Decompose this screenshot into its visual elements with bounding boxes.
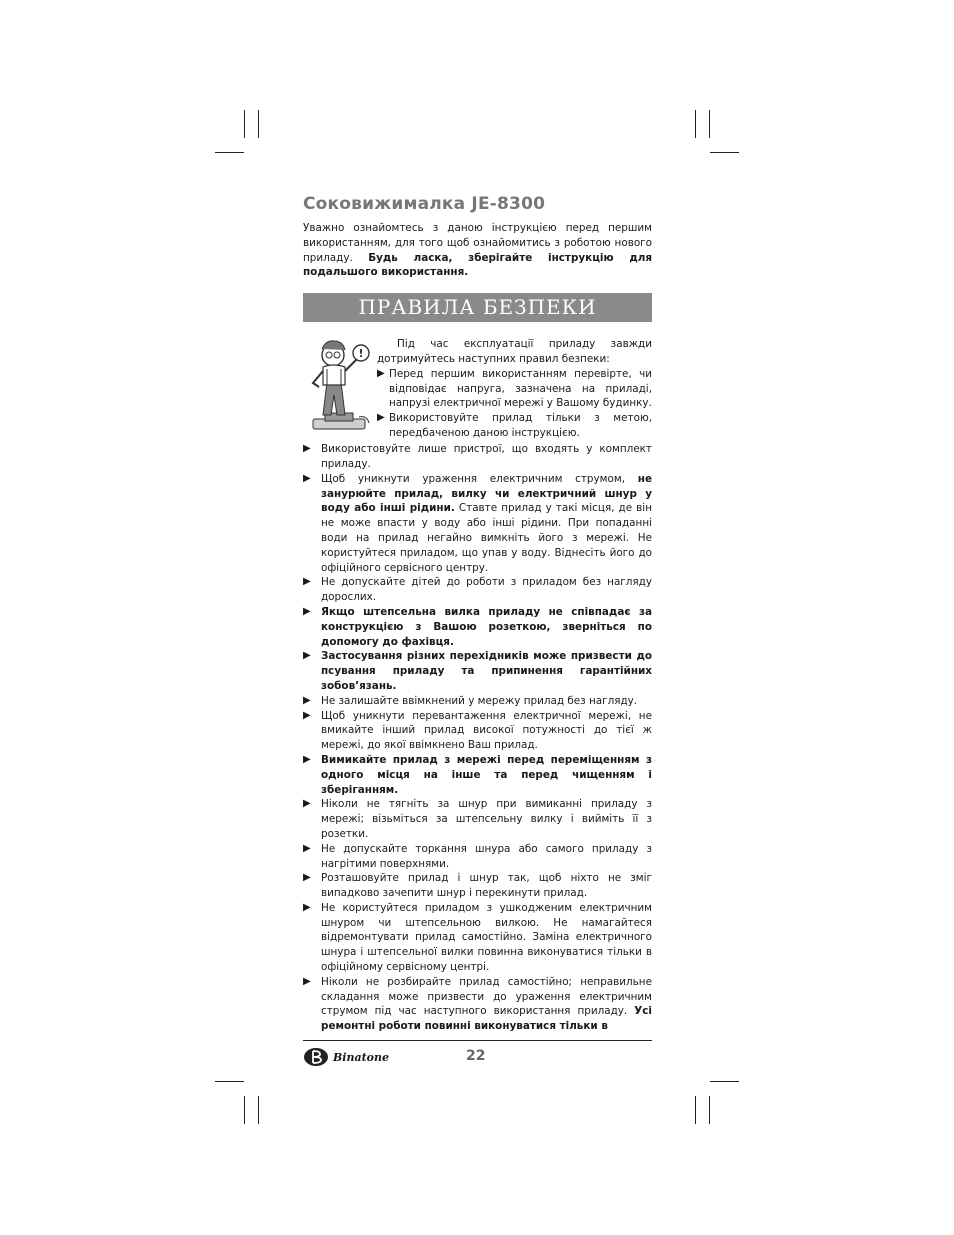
list-item-bold: Усі ремонтні роботи повинні виконуватися тільки в — [321, 1005, 652, 1033]
list-item — [303, 709, 652, 753]
list-item-pre: Не допускайте дітей до роботи з приладом без нагляду дорослих. — [321, 576, 652, 604]
list-item-pre: Не залишайте ввімкнений у мережу прилад без нагляду. — [321, 694, 638, 707]
list-item — [303, 694, 652, 709]
list-item-pre: Щоб уникнути перевантаження електричної мережі, не вмикайте інший прилад високої потужності до тієї ж мережі, до якої ввімкнено Ваш прилад. — [321, 709, 652, 752]
list-item-pre: Використовуйте лише пристрої, що входять у комплект приладу. — [321, 443, 652, 470]
list-item-bold: Якщо штепсельна вилка приладу не співпадає за конструкцією з Вашою розеткою, зверніться по допомогу до фахівця. — [321, 605, 652, 648]
safety-intro-text — [377, 337, 652, 441]
crop-mark — [258, 1096, 259, 1124]
safety-list — [303, 442, 652, 1034]
list-item — [303, 797, 652, 841]
technician-illustration-icon — [303, 337, 375, 433]
list-item-pre: Ніколи не тягніть за шнур при вимиканні приладу з мережі; візьміться за штепсельну вилку і вийміть її з розетки. — [321, 798, 652, 840]
svg-text:!: ! — [358, 347, 364, 361]
list-item — [303, 975, 652, 1034]
list-item — [303, 605, 652, 649]
arrow-bullet-icon: ▶ — [303, 694, 311, 706]
crop-mark — [215, 152, 244, 153]
arrow-bullet-icon: ▶ — [303, 605, 311, 617]
crop-mark — [709, 1096, 710, 1124]
list-item-pre: Щоб уникнути ураження електричним струмом, — [321, 472, 638, 485]
arrow-bullet-icon: ▶ — [303, 650, 311, 662]
arrow-bullet-icon: ▶ — [303, 472, 311, 484]
arrow-bullet-icon: ▶ — [303, 842, 311, 854]
list-item-pre: Ніколи не розбирайте прилад самостійно; неправильне складання може призвести до ураження електричним струмом під час наступного використання приладу. — [321, 975, 652, 1018]
page-content — [303, 194, 652, 1034]
binatone-logo-icon — [303, 1047, 329, 1067]
list-item — [303, 649, 652, 693]
arrow-bullet-icon: ▶ — [303, 798, 311, 810]
arrow-bullet-icon: ▶ — [303, 901, 311, 913]
arrow-bullet-icon: ▶ — [303, 872, 311, 884]
list-item — [303, 575, 652, 605]
list-item-pre: Не користуйтеся приладом з ушкодженим електричним шнуром чи штепсельною вилкою. Не намагайтеся відремонтувати прилад самостійно. Заміна електричного шнура і штепсельної вилки повинна виконуватися тільки в офіційному сервісному центрі. — [321, 901, 652, 974]
intro-normal: Уважно ознайомтесь з даною інструкцією перед першим використанням, для того щоб ознайомитись з роботою нового приладу. — [303, 222, 652, 264]
arrow-bullet-icon: ▶ — [303, 753, 311, 765]
arrow-bullet-icon: ▶ — [303, 975, 311, 987]
crop-mark — [244, 1096, 245, 1124]
list-item-bold: Вимикайте прилад з мережі перед переміщенням з одного місця на інше та перед чищенням і зберіганням. — [321, 753, 652, 796]
arrow-bullet-icon: ▶ — [377, 367, 385, 379]
crop-mark — [709, 110, 710, 138]
crop-mark — [695, 110, 696, 138]
list-item — [303, 753, 652, 797]
crop-mark — [710, 152, 739, 153]
crop-mark — [710, 1081, 739, 1082]
page-number: 22 — [466, 1048, 486, 1064]
list-item-bold: не занурюйте прилад, вилку чи електричний шнур у воду або інші рідини. — [321, 472, 652, 515]
page-title: Соковижималка JE-8300 — [303, 194, 546, 214]
arrow-bullet-icon: ▶ — [377, 412, 385, 424]
list-item-pre: Розташовуйте прилад і шнур так, щоб ніхто не зміг випадково зачепити шнур і перекинути прилад. — [321, 872, 652, 900]
list-item — [303, 901, 652, 975]
arrow-bullet-icon: ▶ — [303, 709, 311, 721]
page-footer — [303, 1040, 652, 1071]
intro-paragraph — [303, 221, 652, 280]
crop-mark — [695, 1096, 696, 1124]
list-item — [303, 442, 652, 472]
list-item — [303, 842, 652, 872]
intro-bold: Будь ласка, зберігайте інструкцію для подальшого використання. — [303, 251, 652, 279]
list-item-bold: Застосування різних перехідників може призвести до псування приладу та припинення гарантійних зобов’язань. — [321, 650, 652, 692]
section-banner: ПРАВИЛА БЕЗПЕКИ — [303, 293, 652, 322]
list-item-pre: Не допускайте торкання шнура або самого приладу з нагрітими поверхнями. — [321, 842, 652, 870]
list-item — [303, 871, 652, 901]
crop-mark — [215, 1081, 244, 1082]
crop-mark — [244, 110, 245, 138]
list-item — [303, 472, 652, 576]
arrow-bullet-icon: ▶ — [303, 443, 311, 455]
arrow-bullet-icon: ▶ — [303, 576, 311, 588]
crop-mark — [258, 110, 259, 138]
safety-intro-block — [303, 337, 652, 442]
list-item-post: Ставте прилад у такі місця, де він не може впасти у воду або інші рідини. При попаданні води на прилад негайно вимкніть його з мережі. Не користуйтеся приладом, що упав у воду. Віднесіть його до офіційного сервісного центру. — [321, 502, 652, 574]
safety-intro-paragraph: Під час експлуатації приладу завжди дотримуйтесь наступних правил безпеки: — [377, 338, 652, 365]
sub-item: ▶ Перед першим використанням перевірте, чи відповідає напруга, зазначена на приладі, напрузі електричної мережі у Вашому будинку. — [377, 367, 652, 410]
logo-text: Binatone — [333, 1050, 390, 1064]
brand-logo — [303, 1047, 389, 1067]
sub-item: ▶ Використовуйте прилад тільки з метою, передбаченою даною інструкцією. — [377, 412, 652, 439]
